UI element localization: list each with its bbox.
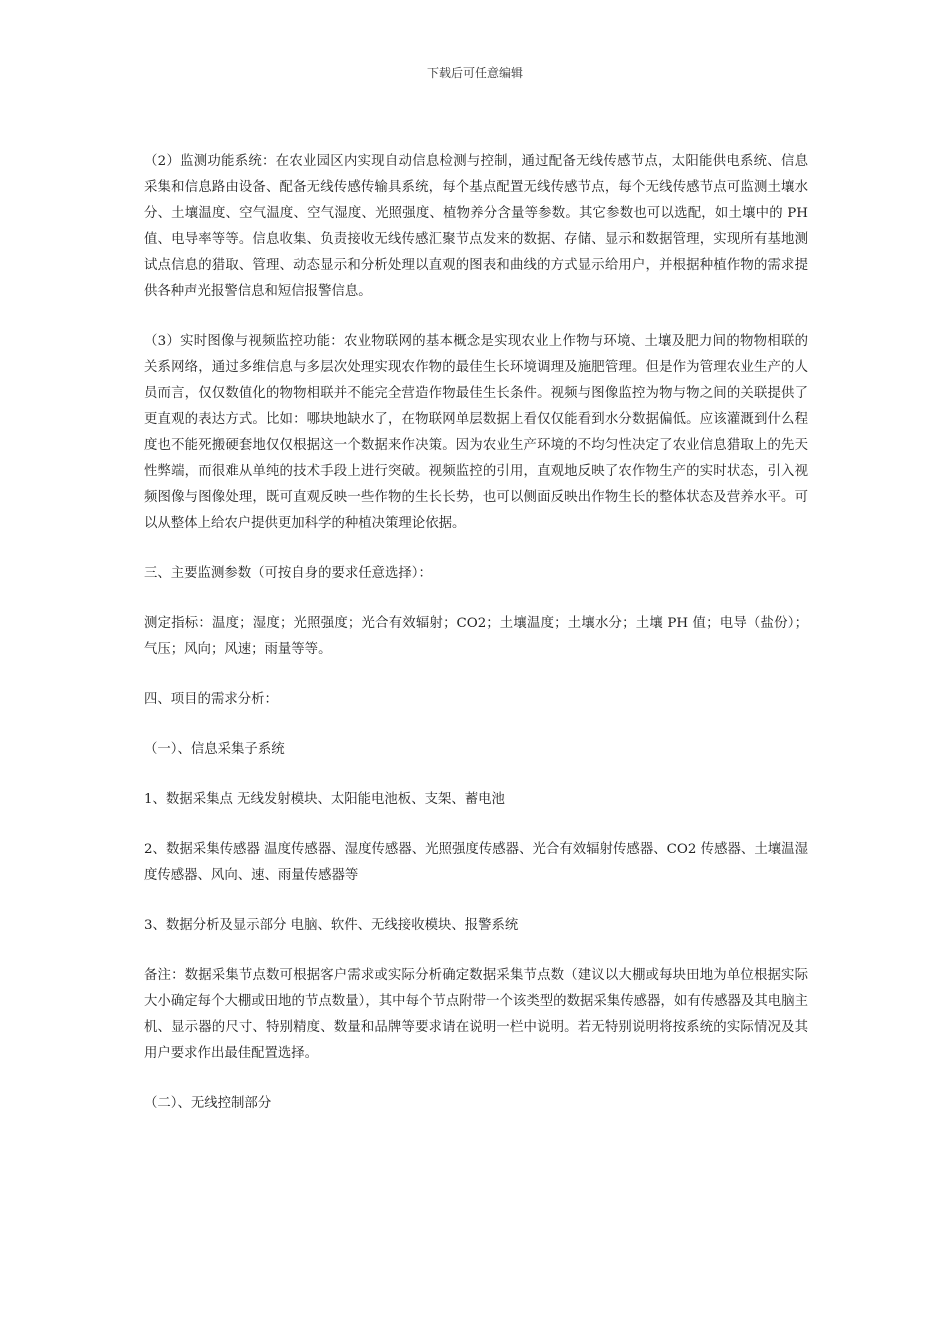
document-body — [144, 149, 808, 1117]
paragraph-video-monitoring: （3）实时图像与视频监控功能：农业物联网的基本概念是实现农业上作物与环境、土壤及肥力间的物物相联的关系网络，通过多维信息与多层次处理实现农作物的最佳生长环境调理及施肥管理。但是作为管理农业生产的人员而言，仅仅数值化的物物相联并不能完全营造作物最佳生长条件。视频与图像监控为物与物之间的关联提供了更直观的表达方式。比如：哪块地缺水了，在物联网单层数据上看仅仅能看到水分数据偏低。应该灌溉到什么程度也不能死搬硬套地仅仅根据这一个数据来作决策。因为农业生产环境的不均匀性决定了农业信息猎取上的先天性弊端，而很难从单纯的技术手段上进行突破。视频监控的引用，直观地反映了农作物生产的实时状态，引入视频图像与图像处理，既可直观反映一些作物的生长长势，也可以侧面反映出作物生长的整体状态及营养水平。可以从整体上给农户提供更加科学的种植决策理论依据。 — [144, 334, 808, 531]
subsection-heading-collection: （一）、信息采集子系统 — [144, 742, 285, 757]
list-item-collection-point: 1、数据采集点 无线发射模块、太阳能电池板、支架、蓄电池 — [144, 792, 505, 807]
list-item-sensors: 2、数据采集传感器 温度传感器、湿度传感器、光照强度传感器、光合有效辐射传感器、CO2 传感器、土壤温湿度传感器、风向、速、雨量传感器等 — [144, 842, 808, 883]
section-heading-parameters: 三、主要监测参数（可按自身的要求任意选择）： — [144, 566, 432, 581]
section-heading-requirements: 四、项目的需求分析： — [144, 692, 278, 707]
paragraph-remarks: 备注：数据采集节点数可根据客户需求或实际分析确定数据采集节点数（建议以大棚或每块田地为单位根据实际大小确定每个大棚或田地的节点数量），其中每个节点附带一个该类型的数据采集传感器，如有传感器及其电脑主机、显示器的尺寸、特别精度、数量和品牌等要求请在说明一栏中说明。若无特别说明将按系统的实际情况及其用户要求作出最佳配置选择。 — [144, 968, 808, 1061]
paragraph-monitoring-system: （2）监测功能系统：在农业园区内实现自动信息检测与控制，通过配备无线传感节点，太阳能供电系统、信息采集和信息路由设备、配备无线传感传输具系统，每个基点配置无线传感节点，每个无线传感节点可监测土壤水分、土壤温度、空气温度、空气湿度、光照强度、植物养分含量等参数。其它参数也可以选配，如土壤中的 PH 值、电导率等等。信息收集、负责接收无线传感汇聚节点发来的数据、存储、显示和数据管理，实现所有基地测试点信息的猎取、管理、动态显示和分析处理以直观的图表和曲线的方式显示给用户，并根据种植作物的需求提供各种声光报警信息和短信报警信息。 — [144, 154, 808, 299]
subsection-heading-wireless-control: （二）、无线控制部分 — [144, 1096, 272, 1111]
page-header: 下载后可任意编辑 — [426, 66, 523, 80]
list-item-analysis-display: 3、数据分析及显示部分 电脑、软件、无线接收模块、报警系统 — [144, 918, 519, 933]
paragraph-measurement-indicators: 测定指标：温度；湿度；光照强度；光合有效辐射；CO2；土壤温度；土壤水分；土壤 PH 值；电导（盐份）；气压；风向；风速；雨量等等。 — [144, 616, 808, 657]
